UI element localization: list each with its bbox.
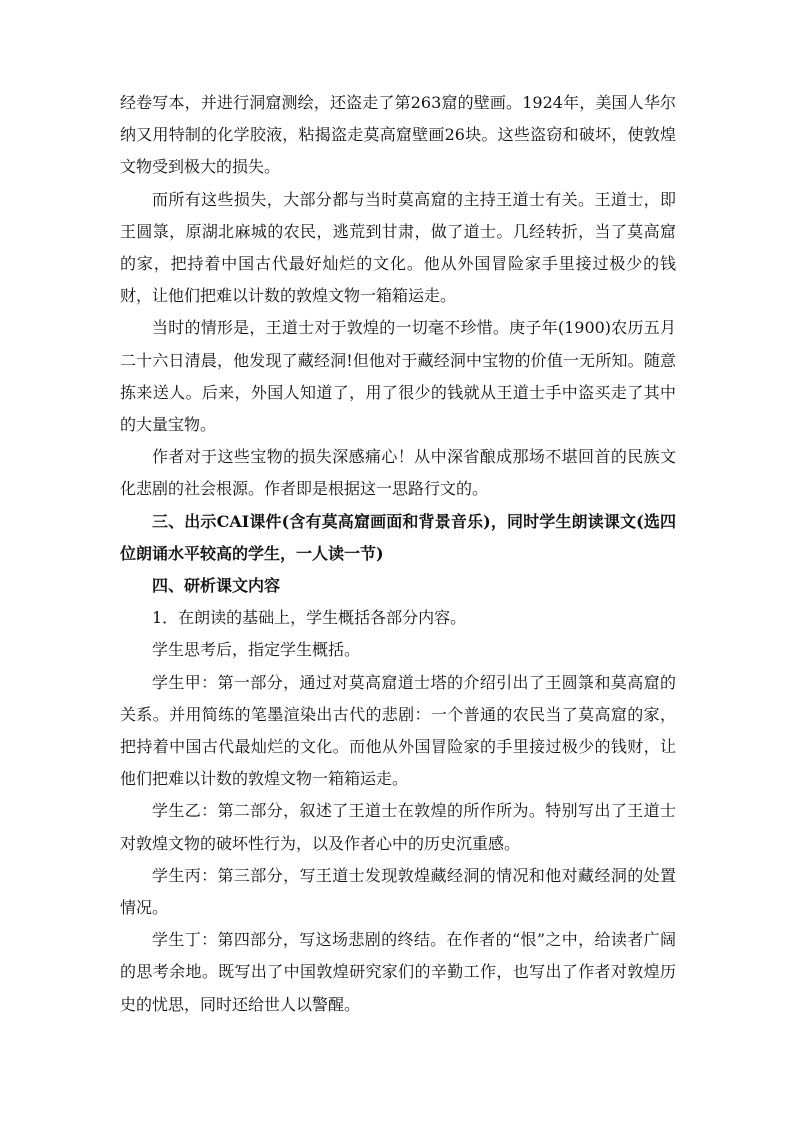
section-heading-4: 四、研析课文内容: [152, 576, 281, 596]
paragraph-student-b: 学生乙：第二部分，叙述了王道士在敦煌的所作所为。特别写出了王道士对敦煌文物的破坏性行为，以及作者心中的历史沉重感。: [120, 801, 676, 853]
section-heading-3: 三、出示CAI课件(含有莫高窟画面和背景音乐)，同时学生朗读课文(选四位朗诵水平较高的学生，一人读一节): [120, 511, 676, 563]
paragraph-situation: 当时的情形是，王道士对于敦煌的一切毫不珍惜。庚子年(1900)农历五月二十六日清晨，他发现了藏经洞!但他对于藏经洞中宝物的价值一无所知。随意拣来送人。后来，外国人知道了，用了很少的钱就从王道士手中盗买走了其中的大量宝物。: [120, 318, 676, 435]
paragraph-instruction: 学生思考后，指定学生概括。: [152, 640, 361, 660]
paragraph-author-feeling: 作者对于这些宝物的损失深感痛心！从中深省酿成那场不堪回首的民族文化悲剧的社会根源。作者即是根据这一思路行文的。: [120, 447, 676, 499]
paragraph-continuation: 经卷写本，并进行洞窟测绘，还盗走了第263窟的壁画。1924年，美国人华尔纳又用特制的化学胶液，粘揭盗走莫高窟壁画26块。这些盗窃和破坏，使敦煌文物受到极大的损失。: [120, 93, 676, 177]
paragraph-student-a: 学生甲：第一部分，通过对莫高窟道士塔的介绍引出了王圆箓和莫高窟的关系。并用简练的笔墨渲染出古代的悲剧：一个普通的农民当了莫高窟的家，把持着中国古代最灿烂的文化。而他从外国冒险家的手里接过极少的钱财，让他们把难以计数的敦煌文物一箱箱运走。: [120, 672, 676, 789]
paragraph-student-c: 学生丙：第三部分，写王道士发现敦煌藏经洞的情况和他对藏经洞的处置情况。: [120, 865, 676, 918]
paragraph-step-1: 1．在朗读的基础上，学生概括各部分内容。: [152, 608, 467, 628]
paragraph-student-d: 学生丁：第四部分，写这场悲剧的终结。在作者的“恨”之中，给读者广阔的思考余地。既写出了中国敦煌研究家们的辛勤工作，也写出了作者对敦煌历史的忧思，同时还给世人以警醒。: [120, 930, 676, 1014]
document-body: [120, 87, 676, 1021]
paragraph-wang-daoshi-losses: 而所有这些损失，大部分都与当时莫高窟的主持王道士有关。王道士，即王圆箓，原湖北麻城的农民，逃荒到甘肃，做了道士。几经转折，当了莫高窟的家，把持着中国古代最好灿烂的文化。他从外国冒险家手里接过极少的钱财，让他们把难以计数的敦煌文物一箱箱运走。: [120, 189, 676, 306]
